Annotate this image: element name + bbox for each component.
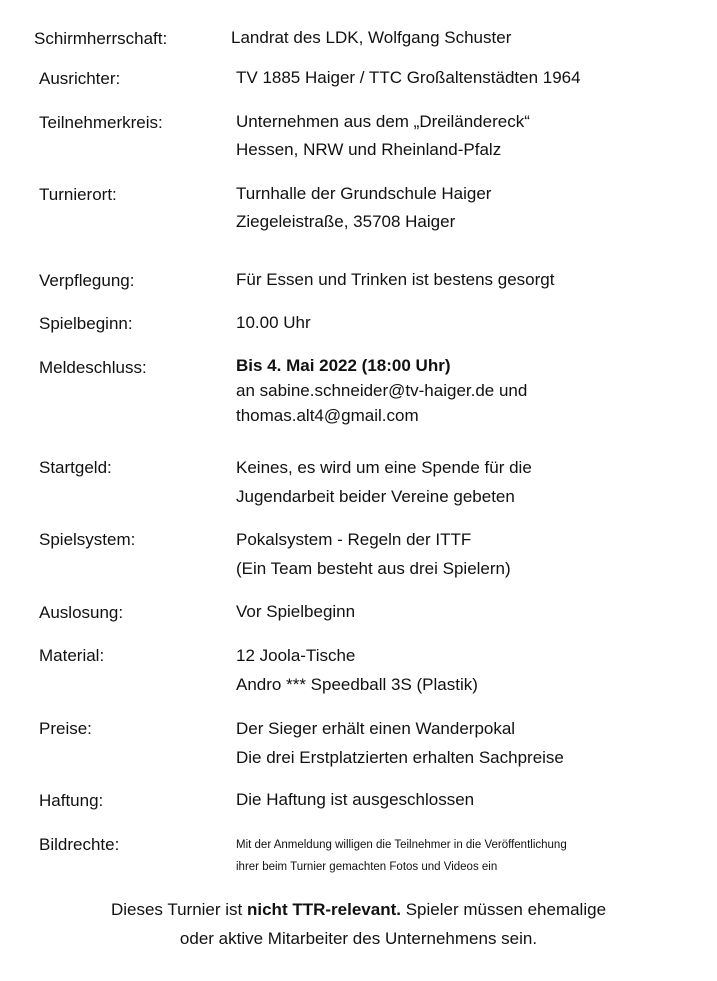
- value-line: ihrer beim Turnier gemachten Fotos und Videos ein: [236, 861, 498, 873]
- row-value: [236, 453, 532, 511]
- row-label: Meldeschluss:: [39, 358, 147, 377]
- row-value: [236, 353, 527, 428]
- value-line: thomas.alt4@gmail.com: [236, 406, 419, 425]
- row-label: Material:: [39, 646, 105, 665]
- value-line: Der Sieger erhält einen Wanderpokal: [236, 719, 516, 738]
- row-value: [236, 525, 511, 583]
- value-line: Ziegeleistraße, 35708 Haiger: [236, 212, 456, 231]
- footer-text: Dieses Turnier ist: [110, 900, 247, 919]
- row-label: Schirmherrschaft:: [34, 29, 168, 48]
- deadline-date: Bis 4. Mai 2022 (18:00 Uhr): [236, 356, 451, 375]
- row-label: Preise:: [39, 719, 92, 738]
- row-value: [236, 64, 581, 92]
- row-value: [236, 714, 564, 772]
- value-line: Hessen, NRW und Rheinland-Pfalz: [236, 140, 502, 159]
- row-value: [236, 180, 491, 236]
- row-label: Teilnehmerkreis:: [39, 113, 163, 132]
- row-value: [236, 641, 478, 699]
- footer-line-2: oder aktive Mitarbeiter des Unternehmens sein.: [179, 929, 538, 948]
- row-label: Bildrechte:: [39, 835, 120, 854]
- row-value: [236, 786, 474, 814]
- value-line: Keines, es wird um eine Spende für die: [236, 458, 532, 477]
- footer-line-1: [0, 895, 717, 924]
- value-line: Mit der Anmeldung willigen die Teilnehmer in die Veröffentlichung: [236, 839, 567, 851]
- row-label: Auslosung:: [39, 603, 124, 622]
- value-line: TV 1885 Haiger / TTC Großaltenstädten 1964: [236, 68, 581, 87]
- row-label: Haftung:: [39, 791, 104, 810]
- footer-note: [0, 895, 717, 953]
- value-line: Für Essen und Trinken ist bestens gesorgt: [236, 270, 555, 289]
- value-line: 12 Joola-Tische: [236, 646, 356, 665]
- value-line: Vor Spielbeginn: [236, 602, 356, 621]
- row-value: [236, 309, 311, 337]
- value-line: Jugendarbeit beider Vereine gebeten: [236, 487, 515, 506]
- footer-emphasis: nicht TTR-relevant.: [247, 900, 401, 919]
- row-label: Ausrichter:: [39, 69, 121, 88]
- row-value: [236, 598, 355, 626]
- row-value: [231, 24, 511, 52]
- value-line: 10.00 Uhr: [236, 313, 311, 332]
- row-value: [236, 834, 567, 878]
- row-value: [236, 108, 530, 164]
- footer-text: Spieler müssen ehemalige: [400, 900, 607, 919]
- value-line: Pokalsystem - Regeln der ITTF: [236, 530, 472, 549]
- value-line: Landrat des LDK, Wolfgang Schuster: [231, 28, 512, 47]
- value-line: Unternehmen aus dem „Dreiländereck“: [236, 112, 530, 131]
- value-line: Die drei Erstplatzierten erhalten Sachpreise: [236, 748, 564, 767]
- row-label: Turnierort:: [39, 185, 117, 204]
- value-line: an sabine.schneider@tv-haiger.de und: [236, 381, 528, 400]
- row-label: Spielsystem:: [39, 530, 136, 549]
- row-label: Spielbeginn:: [39, 314, 133, 333]
- row-label: Verpflegung:: [39, 271, 135, 290]
- row-value: [236, 266, 554, 294]
- value-line: Turnhalle der Grundschule Haiger: [236, 184, 492, 203]
- value-line: Die Haftung ist ausgeschlossen: [236, 790, 475, 809]
- value-line: (Ein Team besteht aus drei Spielern): [236, 559, 511, 578]
- value-line: Andro *** Speedball 3S (Plastik): [236, 675, 478, 694]
- row-label: Startgeld:: [39, 458, 112, 477]
